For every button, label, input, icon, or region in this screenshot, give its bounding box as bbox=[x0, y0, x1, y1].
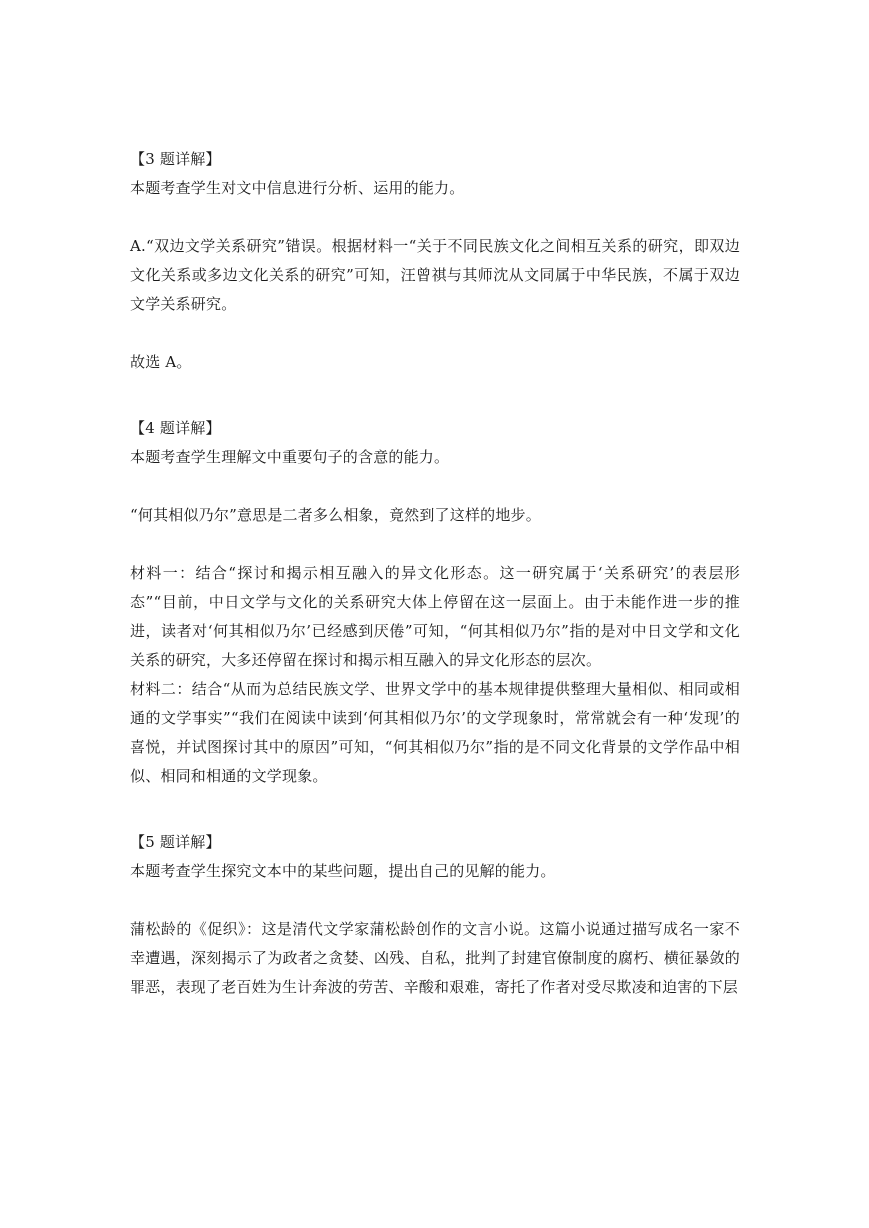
section-4-heading: 【4 题详解】 bbox=[130, 419, 221, 437]
spacer bbox=[130, 319, 740, 348]
spacer bbox=[130, 791, 740, 828]
section-3-intro: 本题考查学生对文中信息进行分析、运用的能力。 bbox=[130, 179, 465, 197]
spacer bbox=[130, 472, 740, 501]
spacer bbox=[130, 886, 740, 915]
section-3-heading: 【3 题详解】 bbox=[130, 150, 221, 168]
section-3-paragraph-2: 故选 A。 bbox=[130, 353, 192, 371]
spacer bbox=[130, 203, 740, 232]
spacer bbox=[130, 377, 740, 414]
section-4-paragraph-1: “何其相似乃尔”意思是二者多么相象，竟然到了这样的地步。 bbox=[130, 506, 541, 524]
section-5-paragraph-1: 蒲松龄的《促织》：这是清代文学家蒲松龄创作的文言小说。这篇小说通过描写成名一家不幸遭遇，深刻揭示了为政者之贪婪、凶残、自私，批判了封建官僚制度的腐朽、横征暴敛的罪恶，表现了老百姓为生计奔波的劳苦、辛酸和艰难，寄托了作者对受尽欺凌和迫害的下层 bbox=[130, 920, 740, 996]
spacer bbox=[130, 530, 740, 559]
section-5-intro: 本题考查学生探究文本中的某些问题，提出自己的见解的能力。 bbox=[130, 862, 556, 880]
section-3-paragraph-1: A.“双边文学关系研究”错误。根据材料一“关于不同民族文化之间相互关系的研究，即双边文化关系或多边文化关系的研究”可知，汪曾祺与其师沈从文同属于中华民族，不属于双边文学关系研究。 bbox=[130, 237, 740, 313]
document-content bbox=[130, 145, 740, 1002]
section-4-intro: 本题考查学生理解文中重要句子的含意的能力。 bbox=[130, 448, 450, 466]
section-5-heading: 【5 题详解】 bbox=[130, 833, 221, 851]
section-4-paragraph-2: 材料一：结合“探讨和揭示相互融入的异文化形态。这一研究属于‘关系研究’的表层形态”“目前，中日文学与文化的关系研究大体上停留在这一层面上。由于未能作进一步的推进，读者对‘何其相似乃尔’已经感到厌倦”可知，“何其相似乃尔”指的是对中日文学和文化关系的研究，大多还停留在探讨和揭示相互融入的异文化形态的层次。 bbox=[130, 564, 740, 669]
section-4-paragraph-3: 材料二：结合“从而为总结民族文学、世界文学中的基本规律提供整理大量相似、相同或相通的文学事实”“我们在阅读中读到‘何其相似乃尔’的文学现象时，常常就会有一种‘发现’的喜悦，并试图探讨其中的原因”可知，“何其相似乃尔”指的是不同文化背景的文学作品中相似、相同和相通的文学现象。 bbox=[130, 680, 740, 785]
